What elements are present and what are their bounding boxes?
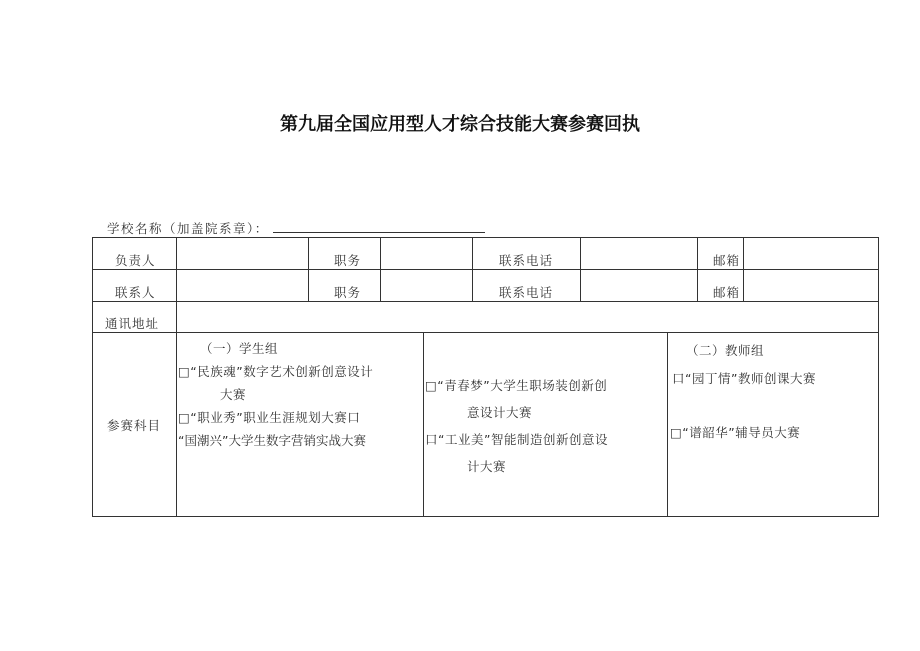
address-label: 通讯地址 xyxy=(105,316,160,331)
subjects-col-divider xyxy=(423,332,424,517)
responsible-person-label: 负责人 xyxy=(115,253,156,268)
subject-qingchunmeng-continuation: 意设计大赛 xyxy=(467,405,533,420)
table-col-divider xyxy=(472,237,473,301)
email-label: 邮箱 xyxy=(713,253,741,268)
subject-yuandingqing-option[interactable]: 口“园丁情”教师创课大赛 xyxy=(672,371,816,386)
teacher-group-heading: （二）教师组 xyxy=(686,343,765,358)
position-label: 职务 xyxy=(334,253,362,268)
subjects-label: 参赛科目 xyxy=(107,418,162,433)
table-col-divider xyxy=(308,237,309,301)
student-group xyxy=(178,337,422,452)
position-label: 职务 xyxy=(334,285,362,300)
table-row-divider xyxy=(92,301,879,302)
table-col-divider xyxy=(380,237,381,301)
table-row-divider xyxy=(92,332,879,333)
subject-guochaoxing-option[interactable]: “国潮兴”大学生数字营销实战大赛 xyxy=(178,433,366,448)
subject-gongyemei-continuation: 计大赛 xyxy=(467,459,507,474)
subject-gongyemei-option[interactable]: 口“工业美”智能制造创新创意设 xyxy=(425,432,608,447)
table-col-divider xyxy=(697,237,698,301)
student-group-heading: （一）学生组 xyxy=(200,341,279,356)
table-border-top xyxy=(92,237,879,238)
contact-person-label: 联系人 xyxy=(115,285,156,300)
subjects-col-divider xyxy=(667,332,668,517)
table-border-right xyxy=(878,237,879,517)
table-col-divider xyxy=(743,237,744,301)
page-title: 第九届全国应用型人才综合技能大赛参赛回执 xyxy=(280,114,640,135)
subject-zhiyexiu-option[interactable]: □“职业秀”职业生涯规划大赛口 xyxy=(178,410,361,425)
phone-label: 联系电话 xyxy=(499,253,554,268)
teacher-group xyxy=(672,339,877,362)
subject-qingchunmeng-option[interactable]: □“青春梦”大学生职场装创新创 xyxy=(425,378,608,393)
email-label: 邮箱 xyxy=(713,285,741,300)
table-border-bottom xyxy=(92,516,879,517)
school-name-label: 学校名称（加盖院系章）： xyxy=(107,221,269,236)
label-column-divider xyxy=(176,237,177,517)
middle-group xyxy=(425,372,667,480)
subject-pushaohua-option[interactable]: □“谱韶华”辅导员大赛 xyxy=(670,425,801,440)
phone-label: 联系电话 xyxy=(499,285,554,300)
table-row-divider xyxy=(92,269,879,270)
subject-minzuhun-option[interactable]: □“民族魂”数字艺术创新创意设计 xyxy=(178,364,374,379)
subject-minzuhun-continuation: 大赛 xyxy=(220,387,247,402)
table-border-left xyxy=(92,237,93,517)
table-col-divider xyxy=(580,237,581,301)
